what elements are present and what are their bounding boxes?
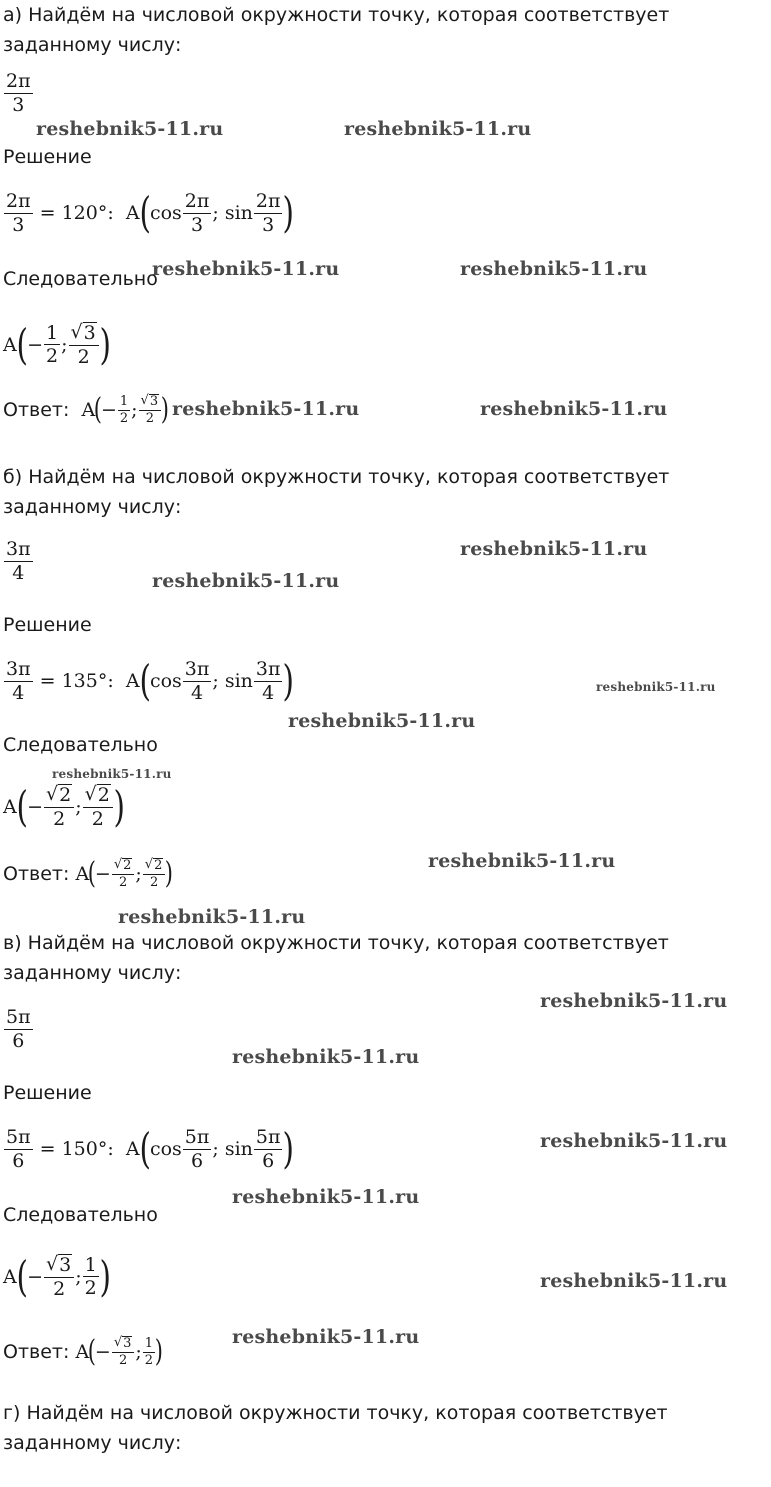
frac-den: 2: [118, 1353, 128, 1369]
equation-b: $\frac{3\pi}{4}$ = 135° : A ( cos $\frac{3\pi}{4}$ ; sin $\frac{3\pi}{4}$ ): [6, 656, 295, 706]
frac-den: 6: [262, 1149, 275, 1172]
therefore-label-a: Следовательно: [3, 268, 158, 290]
equation-a: $\frac{2\pi}{3}$ = 120° : A ( cos $\frac{2\pi}{3}$ ; sin $\frac{2\pi}{3}$ ): [6, 188, 295, 238]
sin-label: sin: [224, 670, 253, 693]
given-number-c: [3, 1006, 34, 1052]
degrees-value: 135°: [61, 670, 108, 693]
frac-num: 5π: [6, 1006, 31, 1028]
cos-label: cos: [149, 202, 182, 225]
watermark: reshebnik5-11.ru: [232, 1046, 420, 1068]
frac-den: 2: [84, 1277, 97, 1300]
frac-num: 1: [118, 395, 130, 411]
frac-num: 3π: [184, 658, 210, 680]
cos-label: cos: [149, 1138, 182, 1161]
watermark: reshebnik5-11.ru: [596, 680, 716, 694]
root-value: 2: [154, 858, 163, 873]
point-name: A: [3, 333, 17, 356]
solution-label-c: Решение: [3, 1082, 92, 1104]
watermark: reshebnik5-11.ru: [172, 398, 360, 420]
answer-label: Ответ:: [3, 863, 70, 886]
frac-den: 2: [119, 410, 129, 426]
task-text: Найдём на числовой окружности точку, которая соответствует заданному числу:: [3, 4, 670, 56]
watermark: reshebnik5-11.ru: [428, 850, 616, 872]
watermark: reshebnik5-11.ru: [540, 990, 728, 1012]
cos-label: cos: [149, 670, 182, 693]
part-letter-c: в): [3, 932, 22, 954]
frac-num: 5π: [184, 1126, 210, 1148]
frac-num: 5π: [255, 1126, 281, 1148]
frac-den: 2: [53, 807, 66, 830]
root-value: 2: [123, 858, 132, 873]
watermark: reshebnik5-11.ru: [152, 570, 340, 592]
root-value: 3: [59, 1254, 72, 1276]
frac-num: 5π: [6, 1126, 31, 1148]
watermark: reshebnik5-11.ru: [460, 538, 648, 560]
task-text-d: [3, 1398, 769, 1458]
part-letter-d: г): [3, 1402, 21, 1424]
frac-den: 4: [191, 681, 204, 704]
frac-den: 2: [145, 411, 154, 427]
frac-den: 2: [118, 875, 128, 891]
frac-den: 2: [144, 1352, 154, 1368]
frac-den: 6: [12, 1029, 25, 1052]
watermark: reshebnik5-11.ru: [480, 398, 668, 420]
frac-num: 2π: [6, 190, 31, 212]
root-value: 3: [83, 322, 96, 344]
frac-den: 6: [12, 1149, 25, 1172]
point-name: A: [75, 863, 90, 886]
point-name: A: [3, 1265, 17, 1288]
answer-a: Ответ: A ( − $\frac{1}{2}$ ; √ 3 2 ): [3, 392, 170, 428]
frac-den: 4: [12, 681, 25, 704]
task-text: Найдём на числовой окружности точку, которая соответствует заданному числу:: [3, 1402, 668, 1454]
answer-label: Ответ:: [3, 1341, 70, 1364]
root-value: 2: [59, 784, 72, 806]
equation-c: $\frac{5\pi}{6}$ = 150° : A ( cos $\frac{5\pi}{6}$ ; sin $\frac{5\pi}{6}$ ): [6, 1124, 295, 1174]
answer-b: Ответ: A ( − √ 2 2 ; √ 2 2 ): [3, 856, 174, 892]
frac-den: 3: [12, 93, 25, 116]
point-name: A: [3, 795, 17, 818]
degrees-value: 150°: [61, 1138, 108, 1161]
frac-num: 2π: [184, 190, 210, 212]
result-b: A ( − √ 2 2 ; √ 2 2 ): [3, 781, 125, 831]
frac-den: 2: [46, 345, 59, 368]
watermark: reshebnik5-11.ru: [460, 258, 648, 280]
point-name: A: [75, 1341, 90, 1364]
degrees-value: 120°: [61, 202, 108, 225]
root-value: 3: [123, 1336, 132, 1351]
root-value: 2: [97, 784, 110, 806]
sin-label: sin: [224, 202, 253, 225]
frac-num: 1: [46, 321, 59, 344]
result-c: A ( − √ 3 2 ; $\frac{1}{2}$ ): [3, 1251, 111, 1301]
root-value: 3: [149, 394, 159, 409]
frac-num: 1: [143, 1337, 155, 1353]
frac-den: 2: [91, 807, 104, 830]
frac-num: 2π: [255, 190, 281, 212]
watermark: reshebnik5-11.ru: [52, 767, 172, 781]
answer-label: Ответ:: [3, 399, 70, 422]
frac-den: 3: [262, 213, 275, 236]
watermark: reshebnik5-11.ru: [540, 1270, 728, 1292]
frac-num: 3π: [255, 658, 281, 680]
frac-den: 2: [77, 345, 90, 368]
therefore-label-c: Следовательно: [3, 1204, 158, 1226]
watermark: reshebnik5-11.ru: [118, 906, 306, 928]
point-name: A: [125, 202, 140, 225]
frac-num: 2π: [6, 70, 31, 92]
frac-den: 6: [191, 1149, 204, 1172]
point-name: A: [81, 399, 96, 422]
frac-den: 4: [12, 561, 25, 584]
given-number-b: [3, 538, 34, 584]
watermark: reshebnik5-11.ru: [152, 258, 340, 280]
therefore-label-b: Следовательно: [3, 734, 158, 756]
solution-label-a: Решение: [3, 146, 92, 168]
task-text: Найдём на числовой окружности точку, которая соответствует заданному числу:: [3, 932, 669, 984]
answer-c: Ответ: A ( − √ 3 2 ; $\frac{1}{2}$ ): [3, 1334, 164, 1370]
watermark: reshebnik5-11.ru: [288, 710, 476, 732]
frac-num: 3π: [6, 658, 31, 680]
point-name: A: [125, 1138, 140, 1161]
given-number-a: [3, 70, 34, 116]
part-letter-b: б): [3, 466, 23, 488]
frac-num: 3π: [6, 538, 31, 560]
frac-den: 2: [149, 875, 159, 891]
sin-label: sin: [224, 1138, 253, 1161]
task-text: Найдём на числовой окружности точку, которая соответствует заданному числу:: [3, 466, 670, 518]
point-name: A: [125, 670, 140, 693]
frac-num: 1: [84, 1253, 97, 1276]
watermark: reshebnik5-11.ru: [36, 118, 224, 140]
watermark: reshebnik5-11.ru: [232, 1186, 420, 1208]
result-a: A ( − $\frac{1}{2}$ ; √ 3 2 ): [3, 319, 111, 369]
frac-den: 3: [191, 213, 204, 236]
part-letter-a: а): [3, 4, 23, 26]
watermark: reshebnik5-11.ru: [232, 1326, 420, 1348]
task-text-b: [3, 462, 769, 522]
task-text-c: [3, 928, 769, 988]
task-text-a: [3, 0, 769, 60]
watermark: reshebnik5-11.ru: [540, 1130, 728, 1152]
frac-den: 4: [262, 681, 275, 704]
frac-den: 2: [53, 1277, 66, 1300]
watermark: reshebnik5-11.ru: [344, 118, 532, 140]
solution-label-b: Решение: [3, 614, 92, 636]
frac-den: 3: [12, 213, 25, 236]
